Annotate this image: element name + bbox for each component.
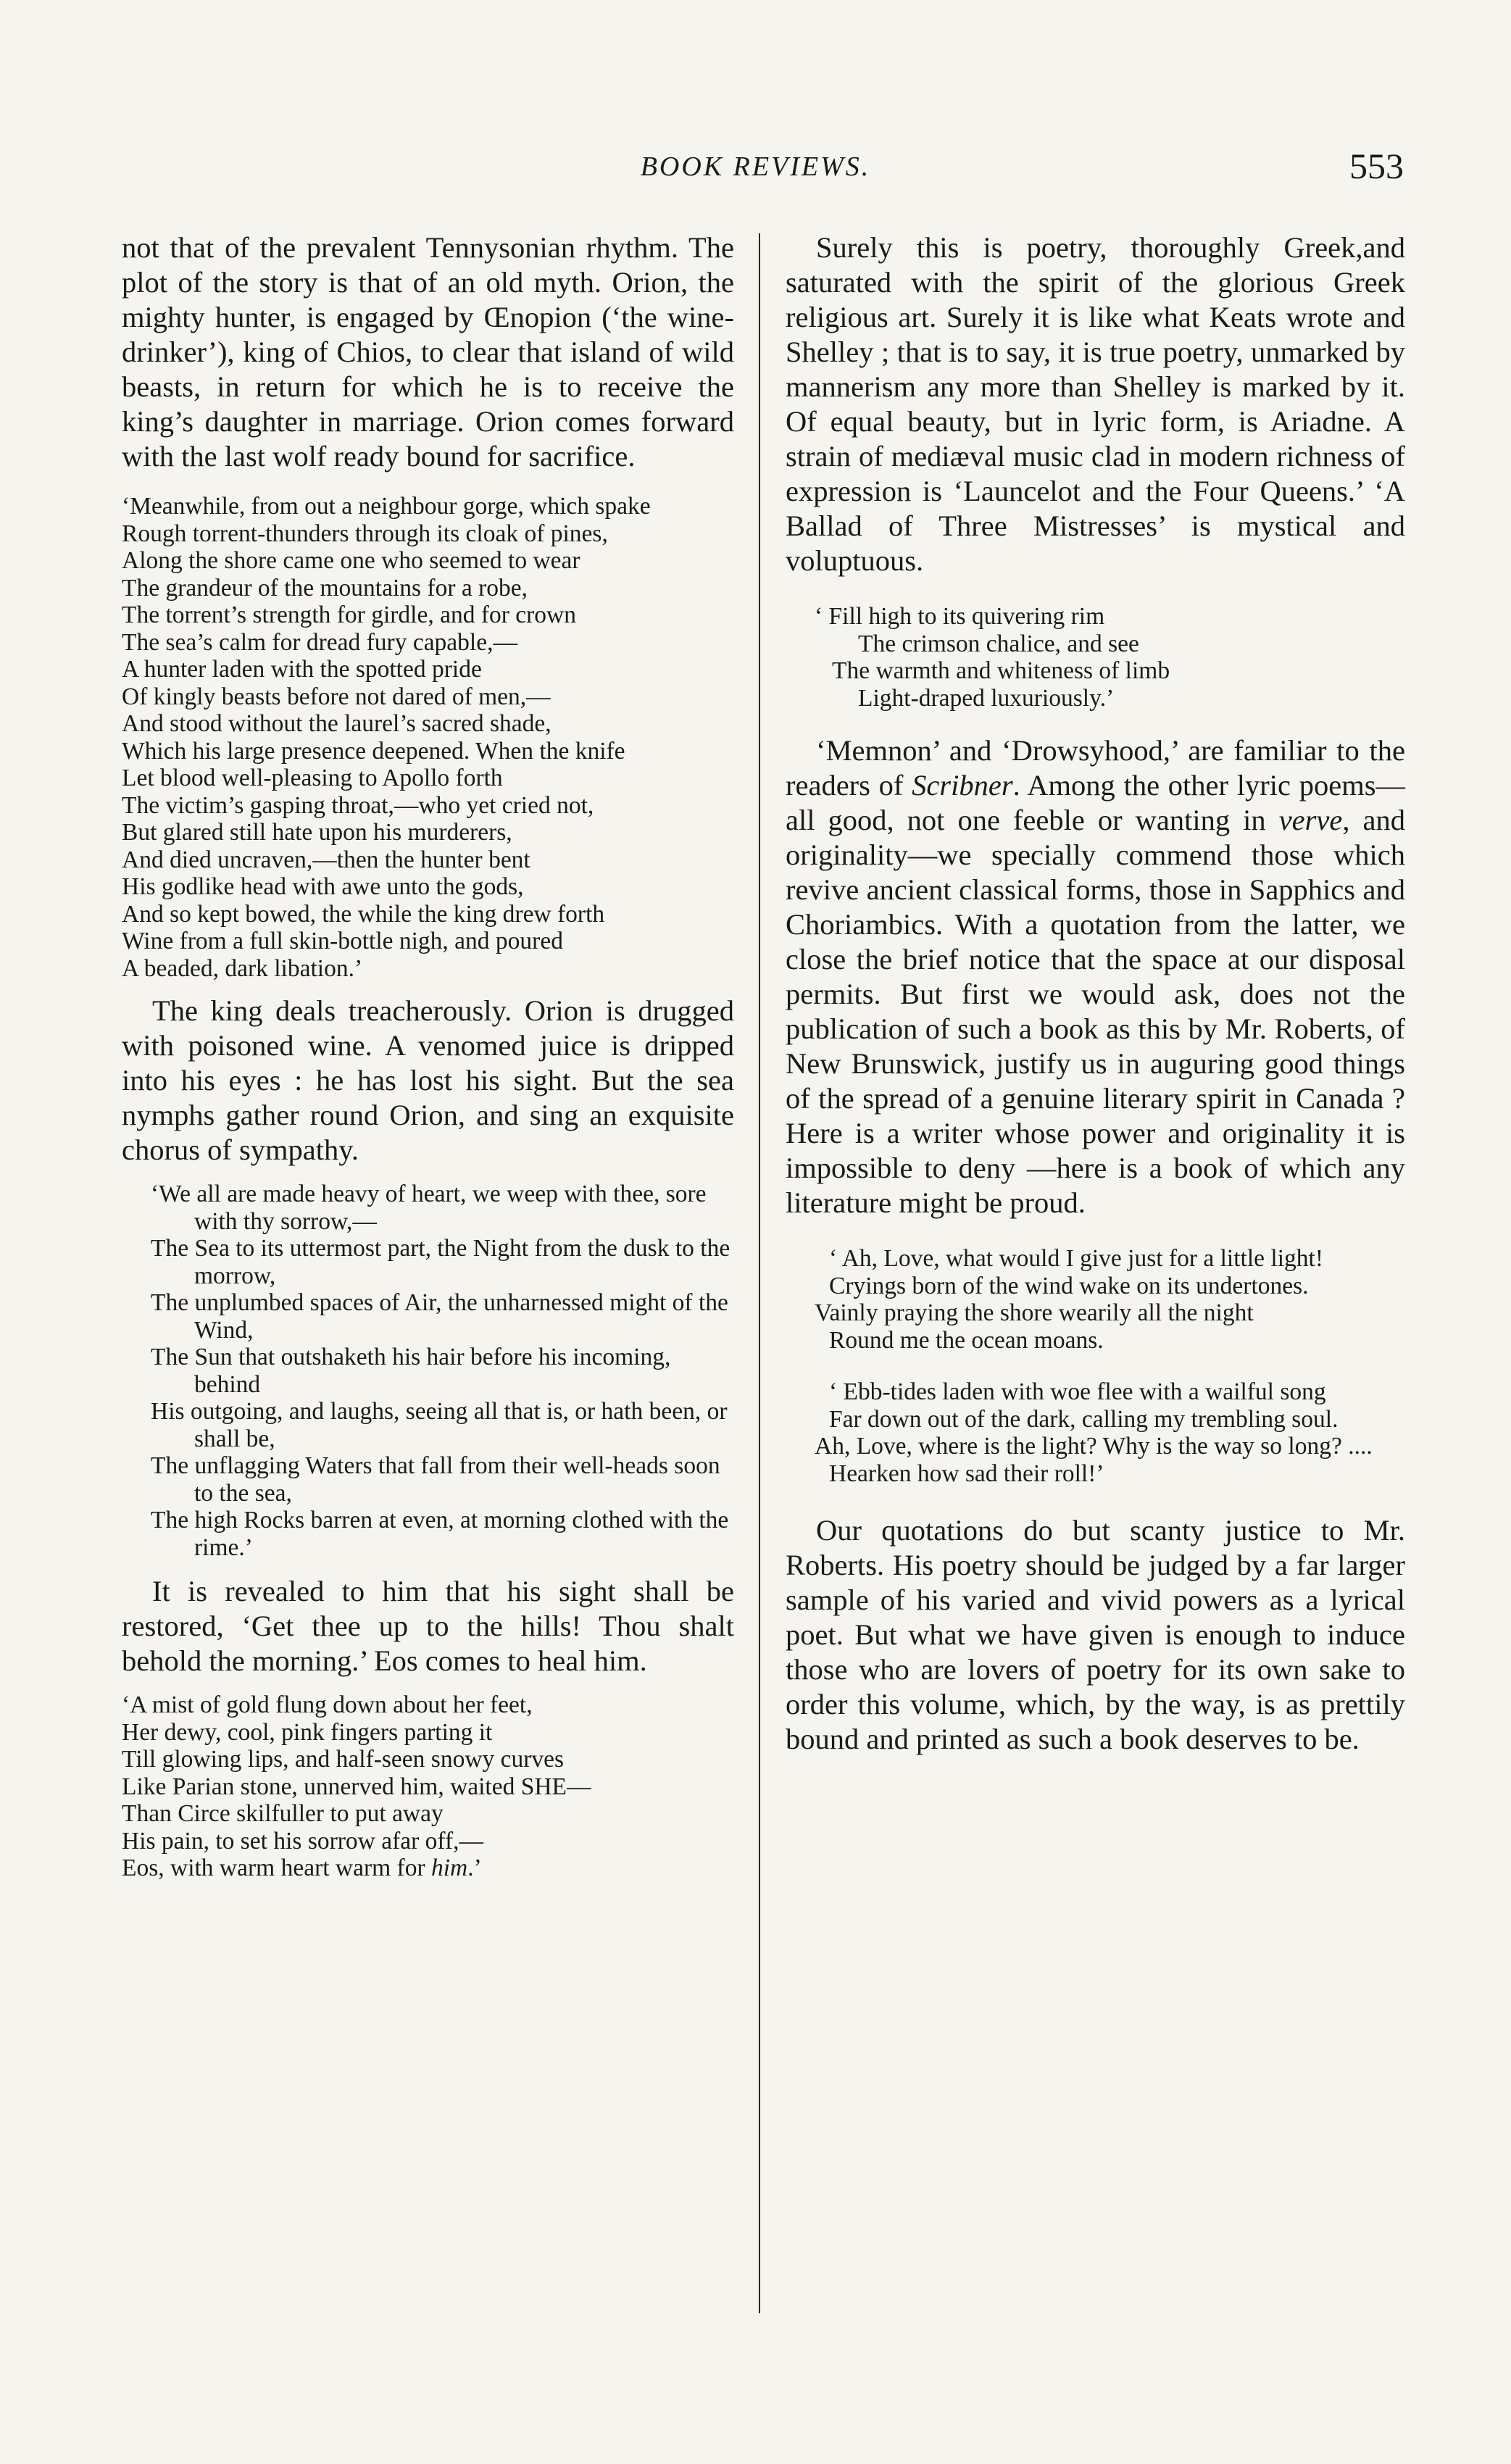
verse-line: The grandeur of the mountains for a robe, [122, 574, 528, 602]
text-run: ‘Memnon’ and ‘Drowsyhood,’ are familiar to the readers of [786, 734, 1405, 802]
verse-line: Cryings born of the wind wake on its undertones. [829, 1272, 1309, 1299]
verse-line: A beaded, dark libation.’ [122, 954, 363, 982]
verse-line: His outgoing, and laughs, seeing all that is, or hath been, or shall be, [151, 1398, 728, 1452]
verse-line: ‘ Ebb-tides laden with woe flee with a wailful song [829, 1378, 1326, 1405]
verse-line: A hunter laden with the spotted pride [122, 656, 482, 683]
verse-text: Eos, with warm heart warm for [122, 1855, 431, 1881]
verse-line: The Sun that outshaketh his hair before his incoming, behind [151, 1344, 671, 1398]
verse-line: Round me the ocean moans. [829, 1326, 1104, 1354]
verse-line: Which his large presence deepened. When the knife [122, 737, 625, 765]
verse-line: Hearken how sad their roll!’ [829, 1460, 1104, 1487]
page-header [0, 145, 1511, 203]
verse-line: Than Circe skilfuller to put away [122, 1800, 444, 1827]
verse-line: Along the shore came one who seemed to wear [122, 547, 580, 574]
paragraph-surely-poetry: Surely this is poetry, thoroughly Greek,and saturated with the spirit of the glorious Greek religious art. Surely it is like what Keats wrote and Shelley ; that is to say, it is true poetry, unmarked by mannerism any more than Shelley is marked by it. Of equal beauty, but in lyric form, is Ariadne. A strain of mediæval music clad in modern richness of expression is ‘Launcelot and the Four Queens.’ ‘A Ballad of Three Mistresses’ is mystical and voluptuous. [786, 231, 1405, 577]
right-column [786, 230, 1405, 1757]
paragraph-revelation: It is revealed to him that his sight shall be restored, ‘Get thee up to the hills! Thou shalt behold the morning.’ Eos comes to heal him. [122, 1575, 734, 1677]
paragraph-memnon [786, 733, 1405, 1220]
verse-line: The victim’s gasping throat,—who yet cried not, [122, 791, 594, 819]
verse-line: Vainly praying the shore wearily all the night [815, 1299, 1254, 1326]
verse-line: His godlike head with awe unto the gods, [122, 873, 524, 900]
verse-quote-choriambic-1 [799, 1245, 1405, 1354]
verse-line: Far down out of the dark, calling my trembling soul. [829, 1405, 1339, 1433]
verse-line: Till glowing lips, and half-seen snowy curves [122, 1746, 565, 1773]
verse-line: The warmth and whiteness of limb [832, 657, 1170, 684]
verse-quote-choriambic-2 [799, 1378, 1405, 1487]
verse-quote-eos [122, 1691, 734, 1882]
italic-scribner: Scribner [912, 769, 1013, 802]
verse-line: Rough torrent-thunders through its cloak of pines, [122, 520, 608, 547]
verse-line: Light-draped luxuriously.’ [858, 684, 1115, 712]
verse-line: ‘We all are made heavy of heart, we weep with thee, sore with thy sorrow,— [151, 1181, 707, 1235]
verse-line: The crimson chalice, and see [858, 630, 1139, 657]
verse-line: And stood without the laurel’s sacred shade, [122, 710, 551, 737]
verse-line: The sea’s calm for dread fury capable,— [122, 628, 517, 656]
verse-line: ‘Meanwhile, from out a neighbour gorge, which spake [122, 493, 651, 520]
verse-line: ‘ Ah, Love, what would I give just for a little light! [829, 1245, 1323, 1272]
verse-line: But glared still hate upon his murderers, [122, 819, 512, 846]
paragraph-conclusion: Our quotations do but scanty justice to Mr. Roberts. His poetry should be judged by a far larger sample of his varied and vivid powers as a lyrical poet. But what we have given is enough to induce those who are lovers of poetry for its own sake to order this volume, which, by the way, is as prettily bound and printed as such a book deserves to be. [786, 1514, 1405, 1755]
verse-line: The unflagging Waters that fall from their well-heads soon to the sea, [151, 1452, 720, 1507]
verse-line: Like Parian stone, unnerved him, waited SHE— [122, 1773, 591, 1800]
verse-line: Her dewy, cool, pink fingers parting it [122, 1718, 493, 1746]
verse-line: Wine from a full skin-bottle nigh, and poured [122, 928, 563, 954]
verse-text: .’ [467, 1855, 482, 1881]
verse-line: Of kingly beasts before not dared of men,— [122, 683, 551, 710]
verse-quote-chorus [122, 1181, 734, 1561]
left-column [122, 230, 734, 1882]
italic-verve: verve [1278, 804, 1343, 836]
column-divider [759, 233, 760, 2313]
paragraph-intro: not that of the prevalent Tennysonian rhythm. The plot of the story is that of an old myth. Orion, the mighty hunter, is engaged by Œnopion (‘the wine-drinker’), king of Chios, to clear that island of wild beasts, in return for which he is to receive the king’s daughter in marriage. Orion comes forward with the last wolf ready bound for sacrifice. [122, 231, 734, 473]
text-run: , and originality—we specially commend those which revive ancient classical forms, those in Sapphics and Choriambics. With a quotation from the latter, we close the brief notice that the space at our disposal permits. But first we would ask, does not the publication of such a book as this by Mr. Roberts, of New Brunswick, justify us in auguring good things of the spread of a genuine literary spirit in Canada ? Here is a writer whose power and originality it is impossible to deny —here is a book of which any literature might be proud. [786, 804, 1406, 1219]
verse-line: His pain, to set his sorrow afar off,— [122, 1827, 483, 1855]
verse-line: ‘ Fill high to its quivering rim [815, 603, 1105, 630]
page-number: 553 [1349, 146, 1404, 186]
text-run: . Among the other lyric poems—all good, not one feeble or wanting in [786, 769, 1405, 836]
verse-line [122, 1855, 734, 1882]
verse-line: Let blood well-pleasing to Apollo forth [122, 765, 503, 791]
verse-line: Ah, Love, where is the light? Why is the way so long? .... [815, 1433, 1373, 1460]
running-title: BOOK REVIEWS. [640, 151, 871, 182]
verse-line: And died uncraven,—then the hunter bent [122, 846, 530, 873]
verse-line: The high Rocks barren at even, at morning clothed with the rime.’ [151, 1507, 729, 1561]
verse-line: ‘A mist of gold flung down about her feet, [122, 1691, 533, 1718]
paragraph-treachery: The king deals treacherously. Orion is drugged with poisoned wine. A venomed juice is dripped into his eyes : he has lost his sight. But the sea nymphs gather round Orion, and sing an exquisite chorus of sympathy. [122, 994, 734, 1166]
verse-line: And so kept bowed, the while the king drew forth [122, 900, 605, 928]
verse-line: The unplumbed spaces of Air, the unharnessed might of the Wind, [151, 1289, 728, 1344]
verse-line: The torrent’s strength for girdle, and for crown [122, 602, 576, 628]
verse-line: The Sea to its uttermost part, the Night from the dusk to the morrow, [151, 1235, 730, 1289]
verse-quote-orion-arrival [122, 493, 734, 982]
verse-quote-ballad [815, 603, 1405, 712]
italic-him: him [431, 1855, 468, 1881]
